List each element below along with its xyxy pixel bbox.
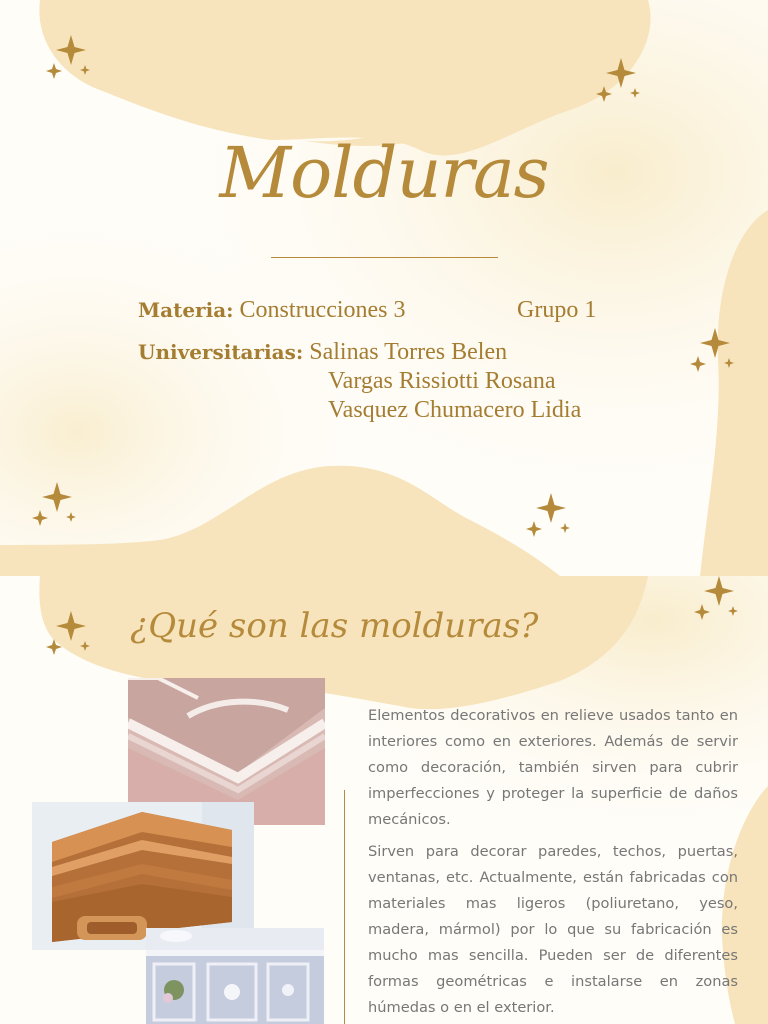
student-name: Vasquez Chumacero Lidia [328, 397, 582, 423]
sparkle-star-icon [44, 611, 94, 661]
sparkle-star-icon [44, 35, 94, 85]
student-name: Vargas Rissiotti Rosana [328, 368, 556, 394]
sparkle-star-icon [524, 493, 574, 543]
student-name: Salinas Torres Belen [309, 339, 508, 365]
text-divider-line [344, 790, 345, 1024]
title-divider [271, 257, 498, 258]
materia-label: Materia: [138, 298, 234, 322]
sparkle-star-icon [692, 576, 742, 626]
definition-paragraph: Elementos decorativos en relieve usados tanto en interiores como en exteriores. Además de servir como decoración, también sirven para cubrir imperfecciones y proteger la superficie de daños mecánicos. [368, 707, 738, 828]
sparkle-star-icon [688, 328, 738, 378]
section-heading: ¿Qué son las molduras? [130, 606, 539, 646]
universitarias-label: Universitarias: [138, 340, 304, 364]
cover-title: Molduras [219, 132, 549, 214]
universitarias-row [138, 339, 507, 366]
room-mouldings-photo [146, 928, 324, 1024]
materia-row [138, 297, 406, 324]
uses-paragraph: Sirven para decorar paredes, techos, puertas, ventanas, etc. Actualmente, están fabricadas con materiales mas ligeros (poliuretano, yeso, madera, mármol) por lo que su fabricación es mucho mas sencilla. Pueden ser de diferentes formas geométricas e instalarse en zonas húmedas o en el exterior. [368, 843, 738, 1016]
sparkle-star-icon [594, 58, 644, 108]
materia-value: Construcciones 3 [239, 297, 406, 323]
sparkle-star-icon [30, 482, 80, 532]
grupo-value: Grupo 1 [517, 297, 597, 323]
